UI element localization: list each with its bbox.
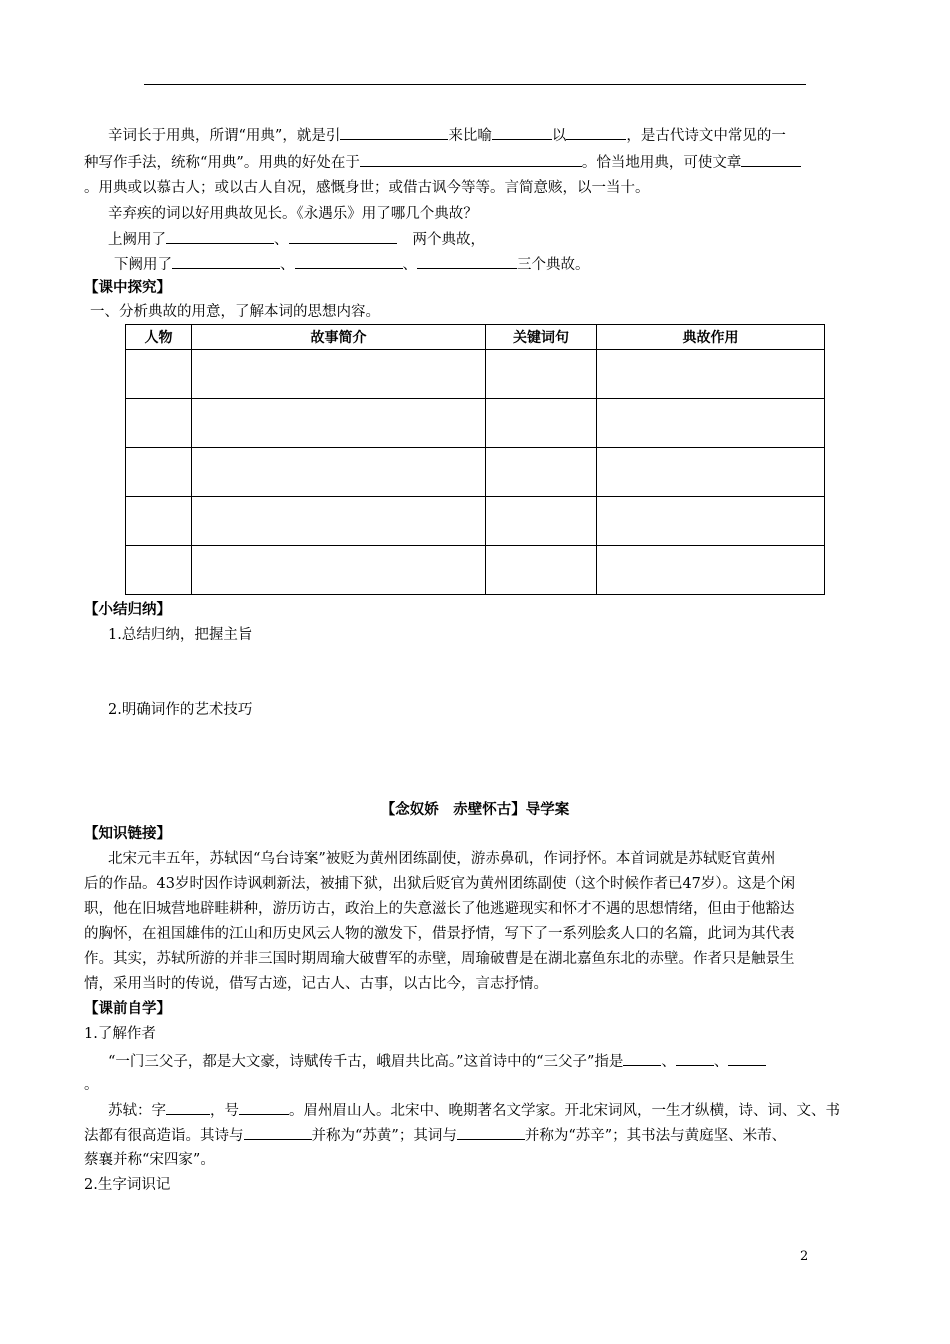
question-upper	[84, 229, 840, 250]
table-cell[interactable]	[126, 448, 192, 497]
blank	[492, 125, 552, 140]
blank	[172, 254, 280, 269]
table-cell[interactable]	[192, 350, 486, 399]
summary-item2: 2.明确词作的艺术技巧	[108, 702, 253, 718]
text: 来比喻	[448, 128, 492, 144]
knowledge-heading: 【知识链接】	[84, 826, 171, 842]
question-lower	[84, 254, 840, 275]
table-cell[interactable]	[486, 497, 597, 546]
blank	[457, 1125, 525, 1140]
knowledge-line: 情，采用当时的传说，借写古迹，记古人、古事，以古比今，言志抒情。	[84, 976, 548, 992]
para1-line2	[84, 152, 840, 173]
table-cell[interactable]	[192, 399, 486, 448]
text: 辛词长于用典，所谓“用典”，就是引	[108, 128, 341, 144]
poem-line: “一门三父子，都是大文豪，诗赋传千古，峨眉共比高。”这首诗中的“三父子”指是 、 、	[84, 1051, 840, 1072]
blank	[360, 152, 582, 167]
period: 。	[84, 1077, 99, 1093]
explore-item1: 一、分析典故的用意，了解本词的思想内容。	[90, 304, 380, 320]
header-rule	[144, 84, 806, 85]
blank	[728, 1051, 766, 1066]
table-header: 人物	[126, 325, 192, 350]
table-header: 故事简介	[192, 325, 486, 350]
table-cell[interactable]	[192, 497, 486, 546]
table-header: 典故作用	[597, 325, 825, 350]
para1-line1	[84, 125, 840, 146]
text: 以	[551, 128, 567, 144]
blank	[623, 1051, 661, 1066]
summary-heading: 【小结归纳】	[84, 602, 171, 618]
text: 种写作手法，统称“用典”。用典的好处在于	[84, 155, 360, 171]
blank	[566, 125, 626, 140]
allusion-table	[125, 324, 825, 595]
table-cell[interactable]	[597, 546, 825, 595]
table-cell[interactable]	[486, 350, 597, 399]
text: 、	[280, 257, 295, 273]
table-cell[interactable]	[486, 546, 597, 595]
blank	[676, 1051, 714, 1066]
text: 并称为“苏黄”；其词与	[311, 1128, 457, 1144]
text: ，是古代诗文中常见的一	[626, 128, 786, 144]
text: 并称为“苏辛”；其书法与黄庭坚、米芾、	[524, 1128, 787, 1144]
table-header: 关键词句	[486, 325, 597, 350]
su-line1	[84, 1100, 840, 1121]
knowledge-line: 作。其实，苏轼所游的并非三国时期周瑜大破曹军的赤壁，周瑜破曹是在湖北嘉鱼东北的赤壁。作者只是触景生	[84, 951, 795, 967]
knowledge-line: 职，他在旧城营地辟畦耕种，游历访古，政治上的失意滋长了他逃避现实和怀才不遇的思想情绪，但由于他豁达	[84, 901, 795, 917]
text: 苏轼：字	[108, 1103, 166, 1119]
text: 上阙用了	[108, 232, 166, 248]
text: 法都有很高造诣。其诗与	[84, 1128, 244, 1144]
page-title: 【念奴娇 赤壁怀古】导学案	[380, 802, 570, 818]
explore-heading: 【课中探究】	[84, 280, 171, 296]
blank	[289, 229, 397, 244]
table-cell[interactable]	[126, 546, 192, 595]
summary-item1: 1.总结归纳，把握主旨	[108, 627, 253, 643]
para1-line3: 。用典或以慕古人；或以古人自况，感慨身世；或借古讽今等等。言简意赅，以一当十。	[84, 180, 650, 196]
text: “一门三父子，都是大文豪，诗赋传千古，峨眉共比高。”这首诗中的“三父子”指是	[108, 1054, 624, 1070]
table-cell[interactable]	[597, 448, 825, 497]
blank	[166, 229, 274, 244]
table-cell[interactable]	[486, 399, 597, 448]
su-line3: 蔡襄并称“宋四家”。	[84, 1152, 215, 1168]
table-row	[126, 448, 825, 497]
table-cell[interactable]	[597, 350, 825, 399]
text: 两个典故，	[412, 232, 485, 248]
table-row	[126, 497, 825, 546]
su-line2	[84, 1125, 840, 1146]
table-cell[interactable]	[126, 350, 192, 399]
table-header-row	[126, 325, 825, 350]
blank	[417, 254, 517, 269]
blank	[239, 1100, 289, 1115]
blank	[741, 152, 801, 167]
text: ，号	[210, 1103, 239, 1119]
knowledge-line: 的胸怀，在祖国雄伟的江山和历史风云人物的激发下，借景抒情，写下了一系列脍炙人口的名篇，此词为其代表	[84, 926, 795, 942]
blank	[244, 1125, 312, 1140]
text: 下阙用了	[114, 257, 172, 273]
table-cell[interactable]	[192, 546, 486, 595]
text: 、	[402, 257, 417, 273]
knowledge-line: 北宋元丰五年，苏轼因“乌台诗案”被贬为黄州团练副使，游赤鼻矶，作词抒怀。本首词就是苏轼贬官黄州	[108, 851, 776, 867]
blank	[295, 254, 403, 269]
blank	[166, 1100, 210, 1115]
table-cell[interactable]	[192, 448, 486, 497]
pre-item1: 1.了解作者	[84, 1026, 156, 1042]
table-row	[126, 546, 825, 595]
text: 、	[274, 232, 289, 248]
page-number: 2	[800, 1249, 809, 1264]
table-row	[126, 350, 825, 399]
knowledge-line: 后的作品。43岁时因作诗讽刺新法，被捕下狱，出狱后贬官为黄州团练副使（这个时候作者已47岁）。这是个闲	[84, 876, 796, 892]
table-cell[interactable]	[126, 399, 192, 448]
table-row	[126, 399, 825, 448]
table-cell[interactable]	[597, 497, 825, 546]
text: 。恰当地用典，可使文章	[581, 155, 742, 171]
question-text: 辛弃疾的词以好用典故见长。《永遇乐》用了哪几个典故？	[108, 206, 478, 222]
text: 。眉州眉山人。北宋中、晚期著名文学家。开北宋词风，一生才纵横，诗、词、文、书	[289, 1103, 840, 1119]
table-cell[interactable]	[597, 399, 825, 448]
table-cell[interactable]	[126, 497, 192, 546]
pre-item2: 2.生字词识记	[84, 1177, 171, 1193]
table-cell[interactable]	[486, 448, 597, 497]
pre-heading: 【课前自学】	[84, 1001, 171, 1017]
blank	[340, 125, 448, 140]
text: 三个典故。	[517, 257, 590, 273]
